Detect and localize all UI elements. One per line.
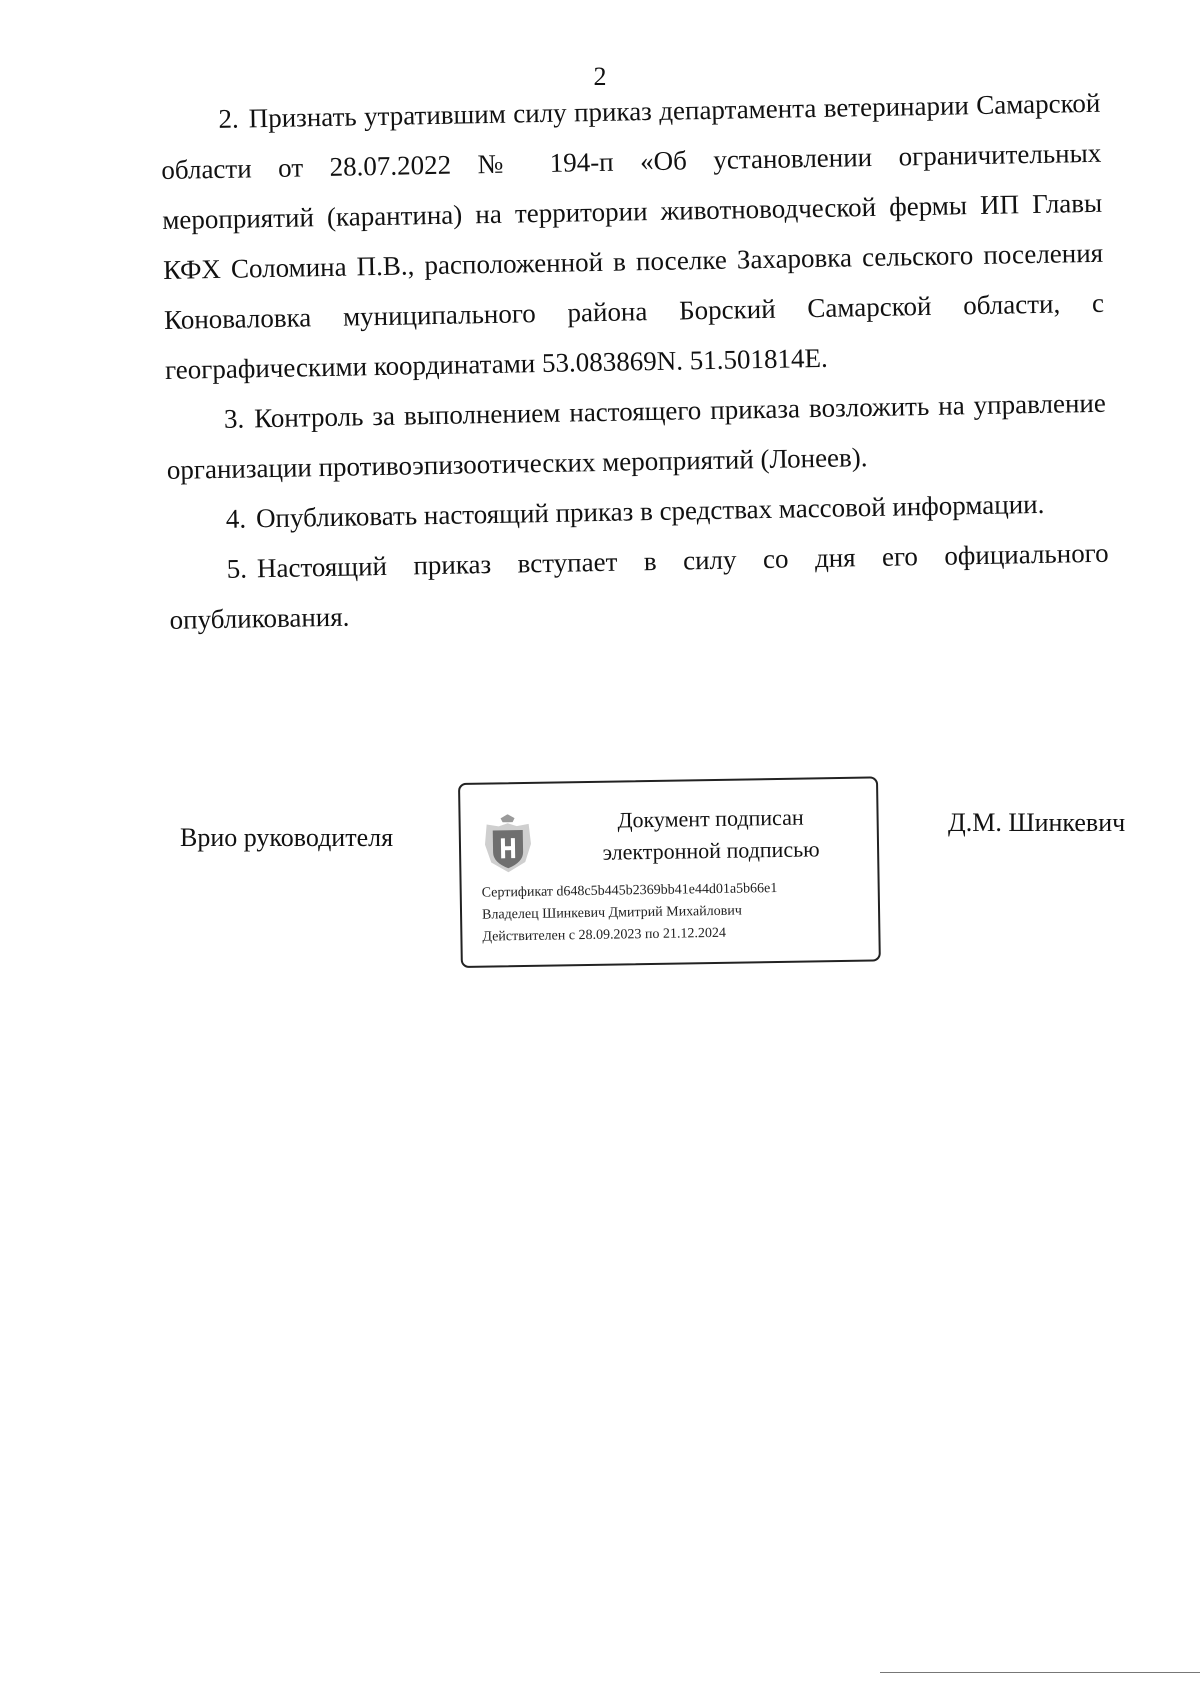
signer-title: Врио руководителя — [180, 823, 394, 852]
signer-name: Д.М. Шинкевич — [948, 808, 1126, 837]
paragraph-5 — [168, 528, 1110, 645]
paragraph-text: Настоящий приказ вступает в силу со дня его официального опубликования. — [169, 537, 1109, 635]
paragraph-number: 5. — [226, 553, 248, 584]
paragraph-number: 3. — [223, 403, 245, 434]
paragraph-2 — [160, 78, 1105, 395]
paragraph-number: 2. — [218, 103, 239, 134]
stamp-details — [482, 877, 873, 949]
paragraph-3 — [165, 378, 1107, 495]
stamp-heading-line: электронной подписью — [602, 836, 820, 865]
coat-of-arms-icon — [480, 814, 535, 877]
page-number: 2 — [593, 62, 607, 91]
order-body — [160, 78, 1110, 645]
footer-rule — [880, 1672, 1200, 1673]
certificate-owner: Владелец Шинкевич Дмитрий Михайлович — [481, 903, 742, 923]
certificate-id: Сертификат d648c5b445b2369bb41e44d01a5b66e1 — [481, 880, 778, 901]
paragraph-text: Опубликовать настоящий приказ в средствах массовой информации. — [255, 488, 1045, 534]
certificate-validity: Действителен с 28.09.2023 по 21.12.2024 — [482, 925, 727, 945]
paragraph-number: 4. — [225, 503, 247, 534]
stamp-heading-line: Документ подписан — [617, 804, 804, 833]
paragraph-text: Контроль за выполнением настоящего приказа возложить на управление организации противоэпизоотических мероприятий (Лонеев). — [166, 387, 1107, 485]
paragraph-text: Признать утратившим силу приказ департамента ветеринарии Самарской области от 28.07.2022 № 194-п «Об установлении ограничительных мероприятий (карантина) на территории животноводческой фермы ИП Главы КФХ Соломина П.В., расположенной в поселке Захаровка сельского поселения Коноваловка муниципального района Борский Самарской области, с географическими координатами 53.083869N. 51.501814E. — [161, 87, 1105, 385]
stamp-heading — [560, 801, 861, 870]
electronic-signature-stamp — [458, 776, 881, 968]
